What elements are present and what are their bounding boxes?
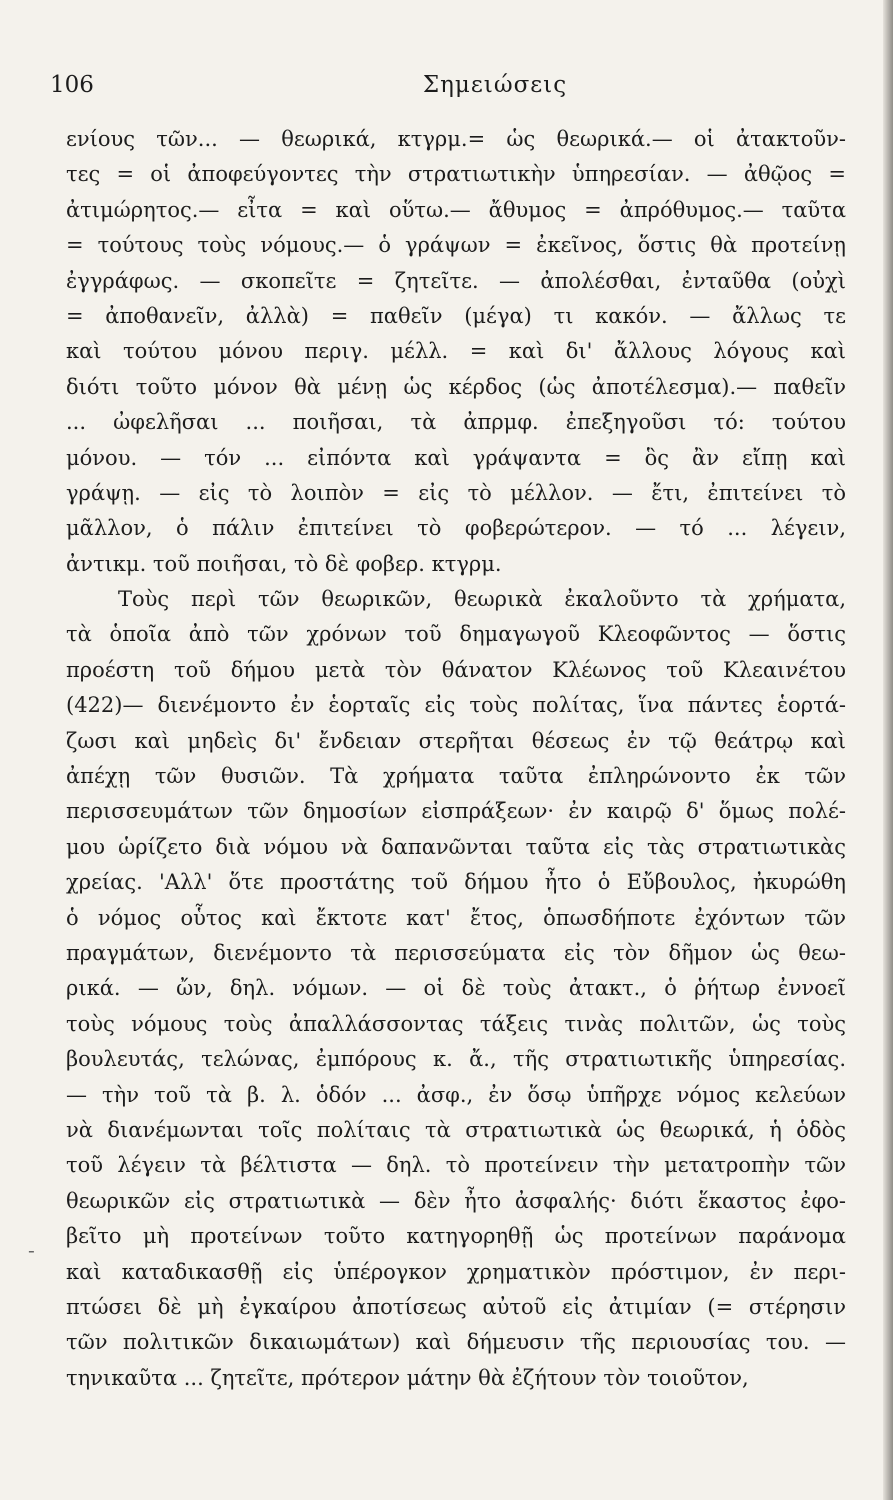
text-line: περισσευμάτων τῶν δημοσίων εἰσπράξεων· ἐν καιρῷ δ' ὅμως πολέ- [66, 799, 846, 824]
text-line: τῶν πολιτικῶν δικαιωμάτων) καὶ δήμευσιν τῆς περιουσίας του. — [66, 1330, 846, 1355]
text-line: ενίους τῶν... — θεωρικά, κτγρμ.= ὡς θεωρικά.— οἱ ἀτακτοῦν- [66, 127, 846, 151]
page-edge-shadow [883, 0, 893, 1500]
text-line: ἀντικμ. τοῦ ποιῆσαι, τὸ δὲ φοβερ. κτγρμ. [66, 551, 502, 576]
text-line: γράψῃ. — εἰς τὸ λοιπὸν = εἰς τὸ μέλλον. — ἔτι, ἐπιτείνει τὸ [66, 480, 846, 505]
text-line: τοῦ λέγειν τὰ βέλτιστα — δηλ. τὸ προτείνειν τὴν μετατροπὴν τῶν [66, 1153, 846, 1178]
text-line: (422)— διενέμοντο ἐν ἑορταῖς εἰς τοὺς πολίτας, ἵνα πάντες ἑορτά- [66, 693, 846, 718]
margin-mark: - [28, 1238, 35, 1262]
text-line: ... ὠφελῆσαι ... ποιῆσαι, τὰ ἀπρμφ. ἐπεξηγοῦσι τό: τούτου [66, 410, 846, 435]
running-header [50, 72, 850, 112]
text-line: θεωρικῶν εἰς στρατιωτικὰ — δὲν ἦτο ἀσφαλής· διότι ἕκαστος ἐφο- [66, 1188, 846, 1213]
text-line: τηνικαῦτα ... ζητεῖτε, πρότερον μάτην θὰ ἐζήτουν τὸν τοιοῦτον, [66, 1365, 749, 1390]
page-number: 106 [50, 72, 94, 98]
text-line: ρικά. — ὤν, δηλ. νόμων. — οἱ δὲ τοὺς ἀτακτ., ὁ ῥήτωρ ἐννοεῖ [66, 976, 846, 1001]
text-line: νὰ διανέμωνται τοῖς πολίταις τὰ στρατιωτικὰ ὡς θεωρικά, ἡ ὁδὸς [66, 1117, 846, 1142]
text-line: τες = οἱ ἀποφεύγοντες τὴν στρατιωτικὴν ὑπηρεσίαν. — ἀθῷος = [66, 162, 846, 187]
text-line: καὶ τούτου μόνου περιγ. μέλλ. = καὶ δι' ἄλλους λόγους καὶ [66, 339, 846, 364]
text-line: — τὴν τοῦ τὰ β. λ. ὁδόν ... ἀσφ., ἐν ὅσῳ ὑπῆρχε νόμος κελεύων [66, 1082, 846, 1107]
text-line: μᾶλλον, ὁ πάλιν ἐπιτείνει τὸ φοβερώτερον. — τό ... λέγειν, [66, 516, 846, 541]
text-line: ἀτιμώρητος.— εἶτα = καὶ οὕτω.— ἄθυμος = ἀπρόθυμος.— ταῦτα [66, 197, 846, 222]
body-text [66, 122, 846, 1396]
text-line: = τούτους τοὺς νόμους.— ὁ γράψων = ἐκεῖνος, ὅστις θὰ προτείνῃ [66, 233, 846, 258]
text-line: βουλευτάς, τελώνας, ἐμπόρους κ. ἄ., τῆς στρατιωτικῆς ὑπηρεσίας. [66, 1047, 846, 1072]
text-line: μου ὡρίζετο διὰ νόμου νὰ δαπανῶνται ταῦτα εἰς τὰς στρατιωτικὰς [66, 834, 846, 859]
text-line: τὰ ὁποῖα ἀπὸ τῶν χρόνων τοῦ δημαγωγοῦ Κλεοφῶντος — ὅστις [66, 622, 846, 647]
text-line: Τοὺς περὶ τῶν θεωρικῶν, θεωρικὰ ἐκαλοῦντο τὰ χρήματα, [118, 587, 846, 612]
text-line: μόνου. — τόν ... εἰπόντα καὶ γράψαντα = ὃς ἂν εἴπῃ καὶ [66, 445, 846, 470]
text-line: βεῖτο μὴ προτείνων τοῦτο κατηγορηθῇ ὡς προτείνων παράνομα [66, 1224, 846, 1249]
text-line: ὁ νόμος οὗτος καὶ ἔκτοτε κατ' ἔτος, ὁπωσδήποτε ἐχόντων τῶν [66, 905, 846, 930]
text-line: πτώσει δὲ μὴ ἐγκαίρου ἀποτίσεως αὐτοῦ εἰς ἀτιμίαν (= στέρησιν [66, 1294, 846, 1319]
header-title: Σημειώσεις [422, 72, 568, 98]
text-line: προέστη τοῦ δήμου μετὰ τὸν θάνατον Κλέωνος τοῦ Κλεαινέτου [66, 657, 846, 682]
text-line: χρείας. 'Αλλ' ὅτε προστάτης τοῦ δήμου ἦτο ὁ Εὔβουλος, ἠκυρώθη [66, 870, 846, 895]
text-line: ἀπέχῃ τῶν θυσιῶν. Τὰ χρήματα ταῦτα ἐπληρώνοντο ἐκ τῶν [66, 764, 846, 789]
text-line: ζωσι καὶ μηδεὶς δι' ἔνδειαν στερῆται θέσεως ἐν τῷ θεάτρῳ καὶ [66, 728, 846, 753]
text-line: ἐγγράφως. — σκοπεῖτε = ζητεῖτε. — ἀπολέσθαι, ἐνταῦθα (οὐχὶ [66, 268, 846, 293]
text-line: διότι τοῦτο μόνον θὰ μένῃ ὡς κέρδος (ὡς ἀποτέλεσμα).— παθεῖν [66, 374, 846, 399]
text-line: τοὺς νόμους τοὺς ἀπαλλάσσοντας τάξεις τινὰς πολιτῶν, ὡς τοὺς [66, 1011, 846, 1036]
text-line: πραγμάτων, διενέμοντο τὰ περισσεύματα εἰς τὸν δῆμον ὡς θεω- [66, 940, 846, 965]
text-line: = ἀποθανεῖν, ἀλλὰ) = παθεῖν (μέγα) τι κακόν. — ἄλλως τε [66, 303, 846, 328]
text-line: καὶ καταδικασθῇ εἰς ὑπέρογκον χρηματικὸν πρόστιμον, ἐν περι- [66, 1259, 846, 1284]
